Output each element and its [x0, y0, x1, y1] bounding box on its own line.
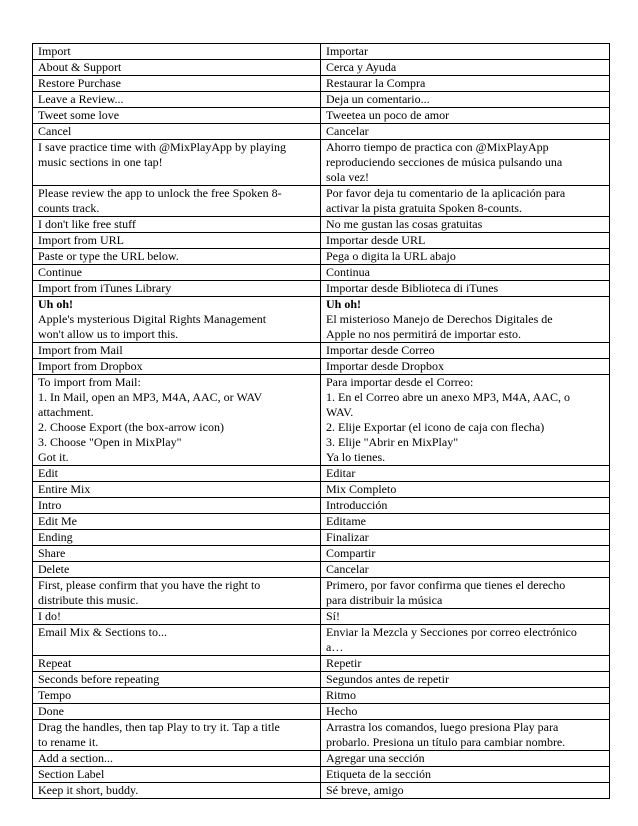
spanish-cell-line: 3. Elije "Abrir en MixPlay" [326, 435, 459, 449]
spanish-cell [321, 578, 610, 609]
spanish-cell-line: El misterioso Manejo de Derechos Digitales de [326, 312, 553, 326]
spanish-cell-line: 2. Elije Exportar (el icono de caja con flecha) [326, 420, 545, 434]
english-cell-line: Paste or type the URL below. [38, 249, 179, 263]
spanish-cell-line: Pega o digita la URL abajo [326, 249, 456, 263]
english-cell-line: Repeat [38, 656, 72, 670]
spanish-cell-line: Agregar una sección [326, 751, 425, 765]
english-cell [33, 578, 321, 609]
table-row [33, 343, 610, 359]
table-row [33, 375, 610, 466]
spanish-cell [321, 233, 610, 249]
table-row [33, 751, 610, 767]
spanish-cell-line: Por favor deja tu comentario de la aplicación para [326, 186, 566, 200]
table-row [33, 140, 610, 186]
spanish-cell-line: 1. En el Correo abre un anexo MP3, M4A, AAC, o [326, 390, 570, 404]
table-row [33, 297, 610, 343]
table-row [33, 688, 610, 704]
table-row [33, 249, 610, 265]
spanish-cell [321, 688, 610, 704]
english-cell-line: Seconds before repeating [38, 672, 160, 686]
spanish-cell-line: Enviar la Mezcla y Secciones por correo electrónico [326, 625, 577, 639]
english-cell-line: Import from URL [38, 233, 124, 247]
english-cell-line: Tempo [38, 688, 72, 702]
english-cell [33, 482, 321, 498]
spanish-cell [321, 546, 610, 562]
translation-table [32, 43, 610, 799]
table-row [33, 514, 610, 530]
spanish-cell [321, 217, 610, 233]
spanish-cell [321, 297, 610, 343]
spanish-cell-line: Sí! [326, 609, 341, 623]
spanish-cell-line: Importar desde Correo [326, 343, 435, 357]
english-cell-line: Leave a Review... [38, 92, 124, 106]
table-row [33, 92, 610, 108]
english-cell [33, 530, 321, 546]
spanish-cell-line: Introducción [326, 498, 388, 512]
english-cell-line: I don't like free stuff [38, 217, 136, 231]
spanish-cell [321, 249, 610, 265]
table-row [33, 466, 610, 482]
table-row [33, 704, 610, 720]
spanish-cell-line: a… [326, 640, 344, 654]
table-row [33, 217, 610, 233]
english-cell-line: music sections in one tap! [38, 155, 163, 169]
english-cell-line: Edit [38, 466, 58, 480]
english-cell-line: Got it. [38, 450, 69, 464]
english-cell [33, 108, 321, 124]
english-cell-line: To import from Mail: [38, 375, 141, 389]
spanish-cell-line: Editame [326, 514, 366, 528]
english-cell [33, 297, 321, 343]
english-cell [33, 249, 321, 265]
english-cell-line: Continue [38, 265, 82, 279]
spanish-cell-line: Importar desde Biblioteca di iTunes [326, 281, 499, 295]
english-cell-line: Uh oh! [38, 297, 74, 311]
spanish-cell-line: Cancelar [326, 124, 369, 138]
table-row [33, 76, 610, 92]
table-row [33, 767, 610, 783]
spanish-cell [321, 498, 610, 514]
english-cell-line: Import [38, 44, 71, 58]
spanish-cell-line: Importar [326, 44, 368, 58]
english-cell [33, 609, 321, 625]
spanish-cell-line: Sé breve, amigo [326, 783, 404, 797]
english-cell [33, 767, 321, 783]
spanish-cell [321, 186, 610, 217]
english-cell [33, 546, 321, 562]
english-cell-line: Apple's mysterious Digital Rights Management [38, 312, 267, 326]
spanish-cell [321, 281, 610, 297]
english-cell [33, 375, 321, 466]
english-cell [33, 124, 321, 140]
spanish-cell-line: Primero, por favor confirma que tienes el derecho [326, 578, 566, 592]
spanish-cell-line: Continua [326, 265, 370, 279]
english-cell-line: I save practice time with @MixPlayApp by playing [38, 140, 286, 154]
spanish-cell [321, 672, 610, 688]
spanish-cell-line: Deja un comentario... [326, 92, 430, 106]
spanish-cell [321, 751, 610, 767]
english-cell [33, 672, 321, 688]
spanish-cell-line: Restaurar la Compra [326, 76, 426, 90]
table-row [33, 233, 610, 249]
english-cell-line: Restore Purchase [38, 76, 121, 90]
table-row [33, 482, 610, 498]
spanish-cell-line: Etiqueta de la sección [326, 767, 431, 781]
table-row [33, 720, 610, 751]
table-row [33, 562, 610, 578]
table-row [33, 530, 610, 546]
table-row [33, 578, 610, 609]
english-cell [33, 783, 321, 799]
spanish-cell-line: Cancelar [326, 562, 369, 576]
english-cell [33, 140, 321, 186]
translation-table-body [33, 44, 610, 799]
spanish-cell [321, 140, 610, 186]
spanish-cell [321, 514, 610, 530]
english-cell-line: Please review the app to unlock the free Spoken 8- [38, 186, 282, 200]
table-row [33, 359, 610, 375]
english-cell [33, 751, 321, 767]
english-cell-line: Drag the handles, then tap Play to try it. Tap a title [38, 720, 280, 734]
spanish-cell [321, 76, 610, 92]
spanish-cell-line: Apple no nos permitirá de importar esto. [326, 327, 521, 341]
spanish-cell [321, 124, 610, 140]
english-cell [33, 656, 321, 672]
table-row [33, 609, 610, 625]
spanish-cell-line: Uh oh! [326, 297, 362, 311]
spanish-cell-line: Arrastra los comandos, luego presiona Play para [326, 720, 559, 734]
spanish-cell-line: Compartir [326, 546, 376, 560]
english-cell [33, 186, 321, 217]
table-row [33, 186, 610, 217]
english-cell [33, 562, 321, 578]
english-cell [33, 466, 321, 482]
english-cell-line: 2. Choose Export (the box-arrow icon) [38, 420, 224, 434]
spanish-cell [321, 562, 610, 578]
spanish-cell [321, 265, 610, 281]
english-cell [33, 76, 321, 92]
english-cell-line: Delete [38, 562, 70, 576]
english-cell-line: About & Support [38, 60, 122, 74]
spanish-cell [321, 767, 610, 783]
english-cell-line: Import from iTunes Library [38, 281, 172, 295]
english-cell-line: Ending [38, 530, 73, 544]
english-cell [33, 92, 321, 108]
english-cell-line: Section Label [38, 767, 105, 781]
english-cell-line: I do! [38, 609, 61, 623]
spanish-cell [321, 343, 610, 359]
english-cell-line: 1. In Mail, open an MP3, M4A, AAC, or WAV [38, 390, 263, 404]
english-cell-line: Import from Dropbox [38, 359, 143, 373]
spanish-cell [321, 60, 610, 76]
table-row [33, 546, 610, 562]
english-cell-line: Keep it short, buddy. [38, 783, 139, 797]
english-cell [33, 704, 321, 720]
table-row [33, 625, 610, 656]
spanish-cell [321, 359, 610, 375]
spanish-cell-line: Editar [326, 466, 356, 480]
english-cell [33, 60, 321, 76]
english-cell [33, 233, 321, 249]
spanish-cell-line: activar la pista gratuita Spoken 8-counts. [326, 201, 522, 215]
spanish-cell [321, 656, 610, 672]
spanish-cell-line: Ahorro tiempo de practica con @MixPlayApp [326, 140, 549, 154]
english-cell [33, 281, 321, 297]
spanish-cell [321, 625, 610, 656]
spanish-cell [321, 704, 610, 720]
spanish-cell [321, 482, 610, 498]
english-cell [33, 359, 321, 375]
spanish-cell-line: para distribuir la música [326, 593, 443, 607]
table-row [33, 281, 610, 297]
english-cell [33, 217, 321, 233]
table-row [33, 108, 610, 124]
english-cell-line: Intro [38, 498, 62, 512]
spanish-cell-line: Mix Completo [326, 482, 397, 496]
spanish-cell [321, 44, 610, 60]
english-cell-line: Edit Me [38, 514, 77, 528]
english-cell-line: Import from Mail [38, 343, 123, 357]
english-cell [33, 720, 321, 751]
spanish-cell-line: No me gustan las cosas gratuitas [326, 217, 483, 231]
spanish-cell-line: Cerca y Ayuda [326, 60, 397, 74]
table-row [33, 498, 610, 514]
spanish-cell-line: Importar desde Dropbox [326, 359, 444, 373]
english-cell-line: attachment. [38, 405, 94, 419]
spanish-cell-line: probarlo. Presiona un título para cambiar nombre. [326, 735, 566, 749]
english-cell-line: Tweet some love [38, 108, 120, 122]
english-cell [33, 265, 321, 281]
spanish-cell [321, 108, 610, 124]
table-row [33, 672, 610, 688]
english-cell-line: First, please confirm that you have the right to [38, 578, 261, 592]
spanish-cell-line: Para importar desde el Correo: [326, 375, 474, 389]
spanish-cell [321, 375, 610, 466]
spanish-cell-line: Ritmo [326, 688, 357, 702]
spanish-cell-line: Importar desde URL [326, 233, 426, 247]
spanish-cell-line: Finalizar [326, 530, 369, 544]
english-cell-line: Done [38, 704, 64, 718]
spanish-cell-line: reproduciendo secciones de música pulsando una [326, 155, 563, 169]
table-row [33, 783, 610, 799]
spanish-cell-line: WAV. [326, 405, 354, 419]
spanish-cell [321, 720, 610, 751]
english-cell-line: Share [38, 546, 66, 560]
english-cell-line: to rename it. [38, 735, 99, 749]
spanish-cell [321, 466, 610, 482]
spanish-cell-line: Segundos antes de repetir [326, 672, 449, 686]
english-cell-line: counts track. [38, 201, 100, 215]
spanish-cell-line: Hecho [326, 704, 358, 718]
english-cell-line: 3. Choose "Open in MixPlay" [38, 435, 182, 449]
spanish-cell [321, 783, 610, 799]
english-cell [33, 44, 321, 60]
table-row [33, 44, 610, 60]
spanish-cell [321, 609, 610, 625]
english-cell [33, 498, 321, 514]
english-cell-line: distribute this music. [38, 593, 139, 607]
english-cell-line: Entire Mix [38, 482, 91, 496]
spanish-cell-line: sola vez! [326, 170, 369, 184]
spanish-cell-line: Ya lo tienes. [326, 450, 386, 464]
english-cell [33, 343, 321, 359]
spanish-cell-line: Repetir [326, 656, 362, 670]
spanish-cell-line: Tweetea un poco de amor [326, 108, 450, 122]
english-cell [33, 514, 321, 530]
english-cell [33, 625, 321, 656]
spanish-cell [321, 92, 610, 108]
spanish-cell [321, 530, 610, 546]
table-row [33, 124, 610, 140]
english-cell-line: Cancel [38, 124, 72, 138]
table-row [33, 265, 610, 281]
english-cell-line: won't allow us to import this. [38, 327, 179, 341]
english-cell-line: Add a section... [38, 751, 113, 765]
english-cell [33, 688, 321, 704]
table-row [33, 60, 610, 76]
english-cell-line: Email Mix & Sections to... [38, 625, 167, 639]
table-row [33, 656, 610, 672]
